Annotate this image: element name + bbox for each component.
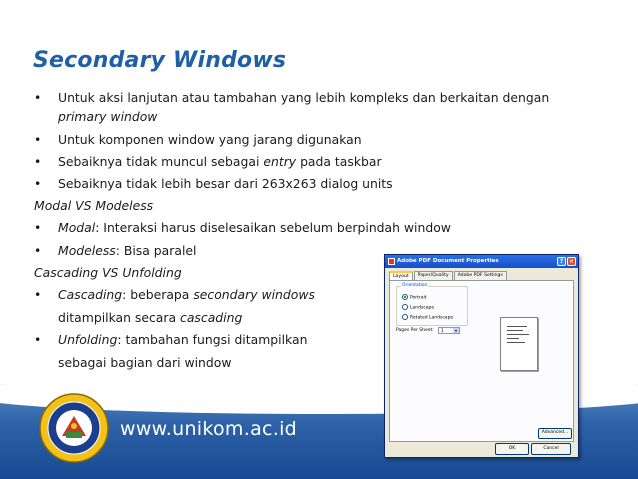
- italic-text: cascading: [180, 310, 243, 325]
- text-segment: : Bisa paralel: [115, 243, 197, 258]
- cancel-button[interactable]: Cancel: [531, 443, 571, 455]
- italic-text: Modeless: [58, 243, 116, 258]
- italic-text: primary window: [58, 109, 158, 124]
- app-icon: [388, 258, 395, 265]
- radio-rotated-landscape[interactable]: [402, 314, 453, 321]
- bullet-text: [58, 154, 382, 170]
- pages-per-sheet-label: Pages Per Sheet:: [396, 328, 434, 333]
- bullet-text: [58, 332, 307, 348]
- bullet-text: sebagai bagian dari window: [58, 355, 232, 370]
- advanced-button[interactable]: Advanced...: [538, 428, 572, 439]
- orientation-group: [396, 283, 468, 326]
- text-segment: ditampilkan secara: [58, 310, 181, 325]
- pages-per-sheet-select[interactable]: [438, 327, 460, 334]
- page-preview: [500, 317, 538, 371]
- bullet-marker: •: [34, 176, 42, 191]
- preview-line: [507, 342, 525, 343]
- ok-button[interactable]: OK: [495, 443, 529, 455]
- bullet-text: Untuk komponen window yang jarang digunakan: [58, 132, 362, 147]
- italic-text: Unfolding: [58, 332, 118, 347]
- preview-line: [507, 330, 523, 331]
- bullet-marker: •: [34, 287, 42, 302]
- bullet-marker: •: [34, 243, 42, 258]
- radio-selected-icon: [402, 294, 408, 300]
- subheading-text: Cascading VS Unfolding: [34, 265, 182, 280]
- bullet-marker: •: [34, 132, 42, 147]
- italic-text: secondary windows: [193, 287, 315, 302]
- bullet-marker: •: [34, 220, 42, 235]
- bullet-text: [58, 220, 451, 236]
- radio-portrait[interactable]: [402, 294, 427, 301]
- radio-label: Landscape: [410, 305, 435, 311]
- tab-layout[interactable]: Layout: [389, 271, 413, 280]
- close-button[interactable]: ✕: [568, 258, 575, 265]
- bullet-text: Untuk aksi lanjutan atau tambahan yang lebih kompleks dan berkaitan dengan: [58, 90, 550, 105]
- text-segment: pada taskbar: [296, 154, 382, 169]
- chevron-down-icon[interactable]: ▾: [454, 328, 457, 333]
- tab-panel: [389, 280, 574, 442]
- bullet-text: [58, 287, 315, 303]
- bullet-marker: •: [34, 332, 42, 347]
- unikom-logo-icon: [38, 392, 110, 464]
- bullet-text: [58, 243, 196, 259]
- text-segment: : beberapa: [122, 287, 194, 302]
- subheading-text: Modal VS Modeless: [34, 198, 154, 213]
- preview-line: [507, 338, 519, 339]
- italic-text: Modal: [58, 220, 96, 235]
- radio-landscape[interactable]: [402, 304, 434, 311]
- tab-adobe-pdf-settings[interactable]: Adobe PDF Settings: [454, 271, 507, 280]
- dialog-titlebar: [385, 255, 578, 268]
- bullet-marker: •: [34, 90, 42, 105]
- pdf-properties-dialog: [384, 254, 579, 458]
- radio-label: Rotated Landscape: [410, 315, 454, 321]
- text-segment: : tambahan fungsi ditampilkan: [117, 332, 308, 347]
- footer-url[interactable]: www.unikom.ac.id: [120, 418, 298, 440]
- tab-paper-quality[interactable]: Paper/Quality: [414, 271, 453, 280]
- text-segment: Sebaiknya tidak muncul sebagai: [58, 154, 264, 169]
- help-button[interactable]: ?: [557, 257, 566, 266]
- titlebar-buttons: [557, 257, 576, 266]
- italic-text: Cascading: [58, 287, 123, 302]
- preview-line: [507, 326, 527, 327]
- dialog-title: Adobe PDF Document Properties: [397, 258, 499, 264]
- orientation-label: Orientation: [402, 283, 428, 288]
- dialog-tabs: [389, 271, 508, 280]
- slide-title: Secondary Windows: [33, 48, 287, 73]
- italic-text: entry: [263, 154, 297, 169]
- bullet-text: [58, 310, 242, 326]
- radio-label: Portrait: [410, 295, 427, 301]
- radio-icon: [402, 314, 408, 320]
- bullet-marker: •: [34, 154, 42, 169]
- bullet-text-italic: [58, 109, 157, 125]
- bullet-text: Sebaiknya tidak lebih besar dari 263x263 dialog units: [58, 176, 393, 191]
- select-value: 1: [441, 329, 444, 334]
- radio-icon: [402, 304, 408, 310]
- preview-line: [507, 334, 529, 335]
- text-segment: : Interaksi harus diselesaikan sebelum berpindah window: [95, 220, 451, 235]
